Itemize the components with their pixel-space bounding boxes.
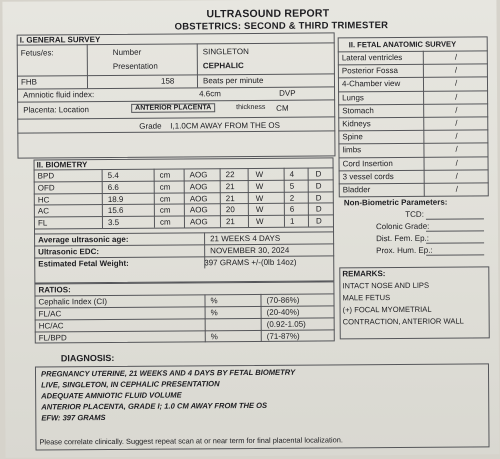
diagnosis-footer: Please correlate clinically. Suggest repeat scan at or near term for final placental localization. [39, 435, 343, 447]
biometry-cell-name: HC [37, 195, 50, 205]
fhb-value: 158 [160, 76, 175, 86]
anatomy-item-mark: / [455, 144, 458, 154]
biometry-cell-days: 4 [289, 169, 295, 179]
biometry-cell-days: 1 [289, 216, 295, 226]
fhb-unit: Beats per minute [202, 75, 264, 86]
ratio-name: HC/AC [38, 321, 64, 331]
biometry-cell-w: W [255, 217, 264, 227]
ratio-name: FL/AC [38, 309, 62, 319]
anatomy-item-label: Kidneys [342, 119, 371, 129]
anatomy-item-mark: / [454, 78, 458, 88]
report-sheet [2, 0, 499, 458]
biometry-cell-aog: AOG [189, 217, 208, 227]
biometry-cell-unit: cm [159, 217, 171, 227]
number-value: SINGLETON [202, 47, 249, 57]
diagnosis-line: ADEQUATE AMNIOTIC FLUID VOLUME [41, 390, 182, 401]
biometry-cell-value: 5.4 [107, 170, 119, 180]
biometry-cell-unit: cm [159, 182, 171, 192]
biometry-cell-weeks: 21 [225, 193, 235, 203]
anatomy-item-label: Lungs [342, 92, 364, 102]
biometry-cell-w: W [255, 181, 264, 191]
remark-line: INTACT NOSE AND LIPS [342, 280, 430, 291]
grade-value: I,1.0CM AWAY FROM THE OS [170, 120, 280, 131]
biometry-cell-value: 18.9 [107, 194, 124, 204]
number-label: Number [112, 47, 142, 57]
fetus-label: Fetus/es: [20, 48, 54, 58]
biometry-cell-d: D [315, 181, 322, 191]
presentation-label: Presentation [112, 61, 158, 71]
ratio-unit: % [210, 332, 218, 342]
biometry-cell-unit: cm [159, 170, 171, 180]
diagnosis-heading: DIAGNOSIS: [60, 352, 115, 364]
biometry-cell-value: 6.6 [107, 182, 119, 192]
anatomy-item-label: Lateral ventricles [341, 52, 403, 63]
anatomy-item-mark: / [455, 105, 458, 115]
thickness-unit: CM [276, 103, 289, 113]
biometry-cell-name: BPD [37, 171, 55, 181]
ratio-range: (20-40%) [266, 307, 300, 317]
nonbio-underline [426, 242, 484, 243]
anatomy-item-mark: / [455, 131, 458, 141]
anatomy-item-mark: / [455, 171, 458, 181]
ratio-name: Cephalic Index (CI) [38, 297, 108, 307]
afi-value: 4.6cm [199, 89, 221, 99]
diagnosis-line: PREGNANCY UTERINE, 21 WEEKS AND 4 DAYS BY FETAL BIOMETRY [40, 367, 296, 379]
anatomy-item-label: Bladder [342, 185, 371, 195]
anatomy-item-label: limbs [342, 145, 362, 155]
anatomy-item-mark: / [455, 118, 458, 128]
biometry-cell-aog: AOG [189, 182, 208, 192]
report-subtitle: OBSTETRICS: SECOND & THIRD TRIMESTER [174, 20, 389, 33]
biometry-cell-weeks: 21 [225, 217, 235, 227]
biometry-cell-weeks: 21 [225, 181, 235, 191]
biometry-cell-d: D [315, 216, 322, 226]
biometry-cell-w: W [255, 193, 264, 203]
nonbio-underline [426, 218, 484, 219]
thickness-label: thickness [236, 103, 266, 112]
diagnosis-line: EFW: 397 GRAMS [41, 413, 106, 423]
nonbio-label: Dist. Fem. Ep.: [376, 233, 430, 244]
anatomy-item-label: Posterior Fossa [341, 66, 398, 76]
remarks-heading: REMARKS: [342, 269, 386, 279]
ratio-range: (71-87%) [266, 331, 300, 341]
anatomy-item-label: 3 vessel cords [342, 171, 394, 182]
biometry-cell-days: 2 [289, 193, 295, 203]
anatomic-survey-heading: II. FETAL ANATOMIC SURVEY [348, 39, 457, 50]
ratios-heading: RATIOS: [38, 285, 71, 295]
ratio-range: (0.92-1.05) [266, 319, 306, 329]
biometry-cell-d: D [315, 204, 322, 214]
anatomy-item-mark: / [455, 92, 458, 102]
afi-label: Amniotic fluid index: [23, 90, 95, 100]
biometry-cell-w: W [255, 169, 264, 179]
dvp-label: DVP [279, 88, 296, 98]
ratio-name: FL/BPD [38, 333, 67, 343]
biometry-cell-days: 6 [289, 205, 295, 215]
nonbio-underline [426, 254, 484, 255]
fhb-label: FHB [20, 77, 38, 87]
biometry-cell-days: 5 [289, 181, 295, 191]
nonbio-heading: Non-Biometric Parameters: [343, 197, 448, 208]
anatomy-item-label: 4-Chamber view [341, 79, 401, 89]
ratio-unit: % [210, 296, 218, 306]
presentation-value: CEPHALIC [202, 61, 244, 71]
anatomy-item-label: Spine [342, 132, 363, 142]
diagnosis-line: ANTERIOR PLACENTA, GRADE I; 1.0 CM AWAY FROM THE OS [41, 400, 268, 412]
placenta-value: ANTERIOR PLACENTA [131, 103, 215, 113]
edc-label: Ultrasonic EDC: [38, 247, 100, 257]
avg-age-value: 21 WEEKS 4 DAYS [210, 233, 281, 244]
biometry-cell-name: FL [37, 218, 48, 228]
anatomy-item-mark: / [454, 65, 458, 75]
nonbio-underline [426, 230, 484, 231]
biometry-cell-d: D [315, 169, 322, 179]
biometry-cell-aog: AOG [189, 193, 208, 204]
biometry-cell-w: W [255, 205, 264, 215]
ratio-unit: % [210, 308, 218, 318]
biometry-cell-unit: cm [159, 205, 171, 216]
remark-line: MALE FETUS [342, 293, 391, 303]
remark-line: (+) FOCAL MYOMETRIAL [342, 304, 432, 315]
nonbio-label: TCD: [405, 209, 424, 219]
general-survey-heading: I. GENERAL SURVEY [19, 35, 101, 45]
anatomy-item-label: Cord Insertion [342, 158, 393, 168]
biometry-cell-name: OFD [37, 183, 55, 193]
biometry-heading: II. BIOMETRY [36, 160, 88, 170]
biometry-cell-value: 3.5 [107, 218, 120, 228]
ratio-range: (70-86%) [266, 295, 300, 305]
biometry-cell-weeks: 20 [225, 205, 235, 215]
report-title: ULTRASOUND REPORT [206, 7, 330, 21]
biometry-cell-weeks: 22 [225, 170, 235, 180]
placenta-label: Placenta: Location [23, 105, 90, 115]
anatomy-item-mark: / [454, 52, 458, 62]
remark-line: CONTRACTION, ANTERIOR WALL [342, 316, 464, 327]
grade-label: Grade [139, 121, 162, 131]
biometry-cell-value: 15.6 [107, 206, 124, 216]
anatomy-item-mark: / [455, 158, 458, 168]
biometry-cell-name: AC [37, 206, 50, 216]
diagnosis-line: LIVE, SINGLETON, IN CEPHALIC PRESENTATION [41, 379, 220, 390]
biometry-cell-d: D [315, 193, 322, 203]
efw-value: 397 GRAMS +/-(0lb 14oz) [204, 257, 297, 268]
nonbio-label: Prox. Hum. Ep.: [376, 245, 433, 256]
anatomy-item-label: Stomach [342, 105, 374, 116]
nonbio-label: Colonic Grade: [375, 221, 430, 232]
biometry-cell-aog: AOG [189, 205, 208, 215]
avg-age-label: Average ultrasonic age: [38, 234, 129, 245]
anatomy-item-mark: / [455, 184, 458, 194]
biometry-cell-unit: cm [159, 194, 171, 204]
efw-label: Estimated Fetal Weight: [38, 258, 129, 269]
edc-value: NOVEMBER 30, 2024 [210, 245, 290, 256]
biometry-cell-aog: AOG [189, 170, 208, 180]
